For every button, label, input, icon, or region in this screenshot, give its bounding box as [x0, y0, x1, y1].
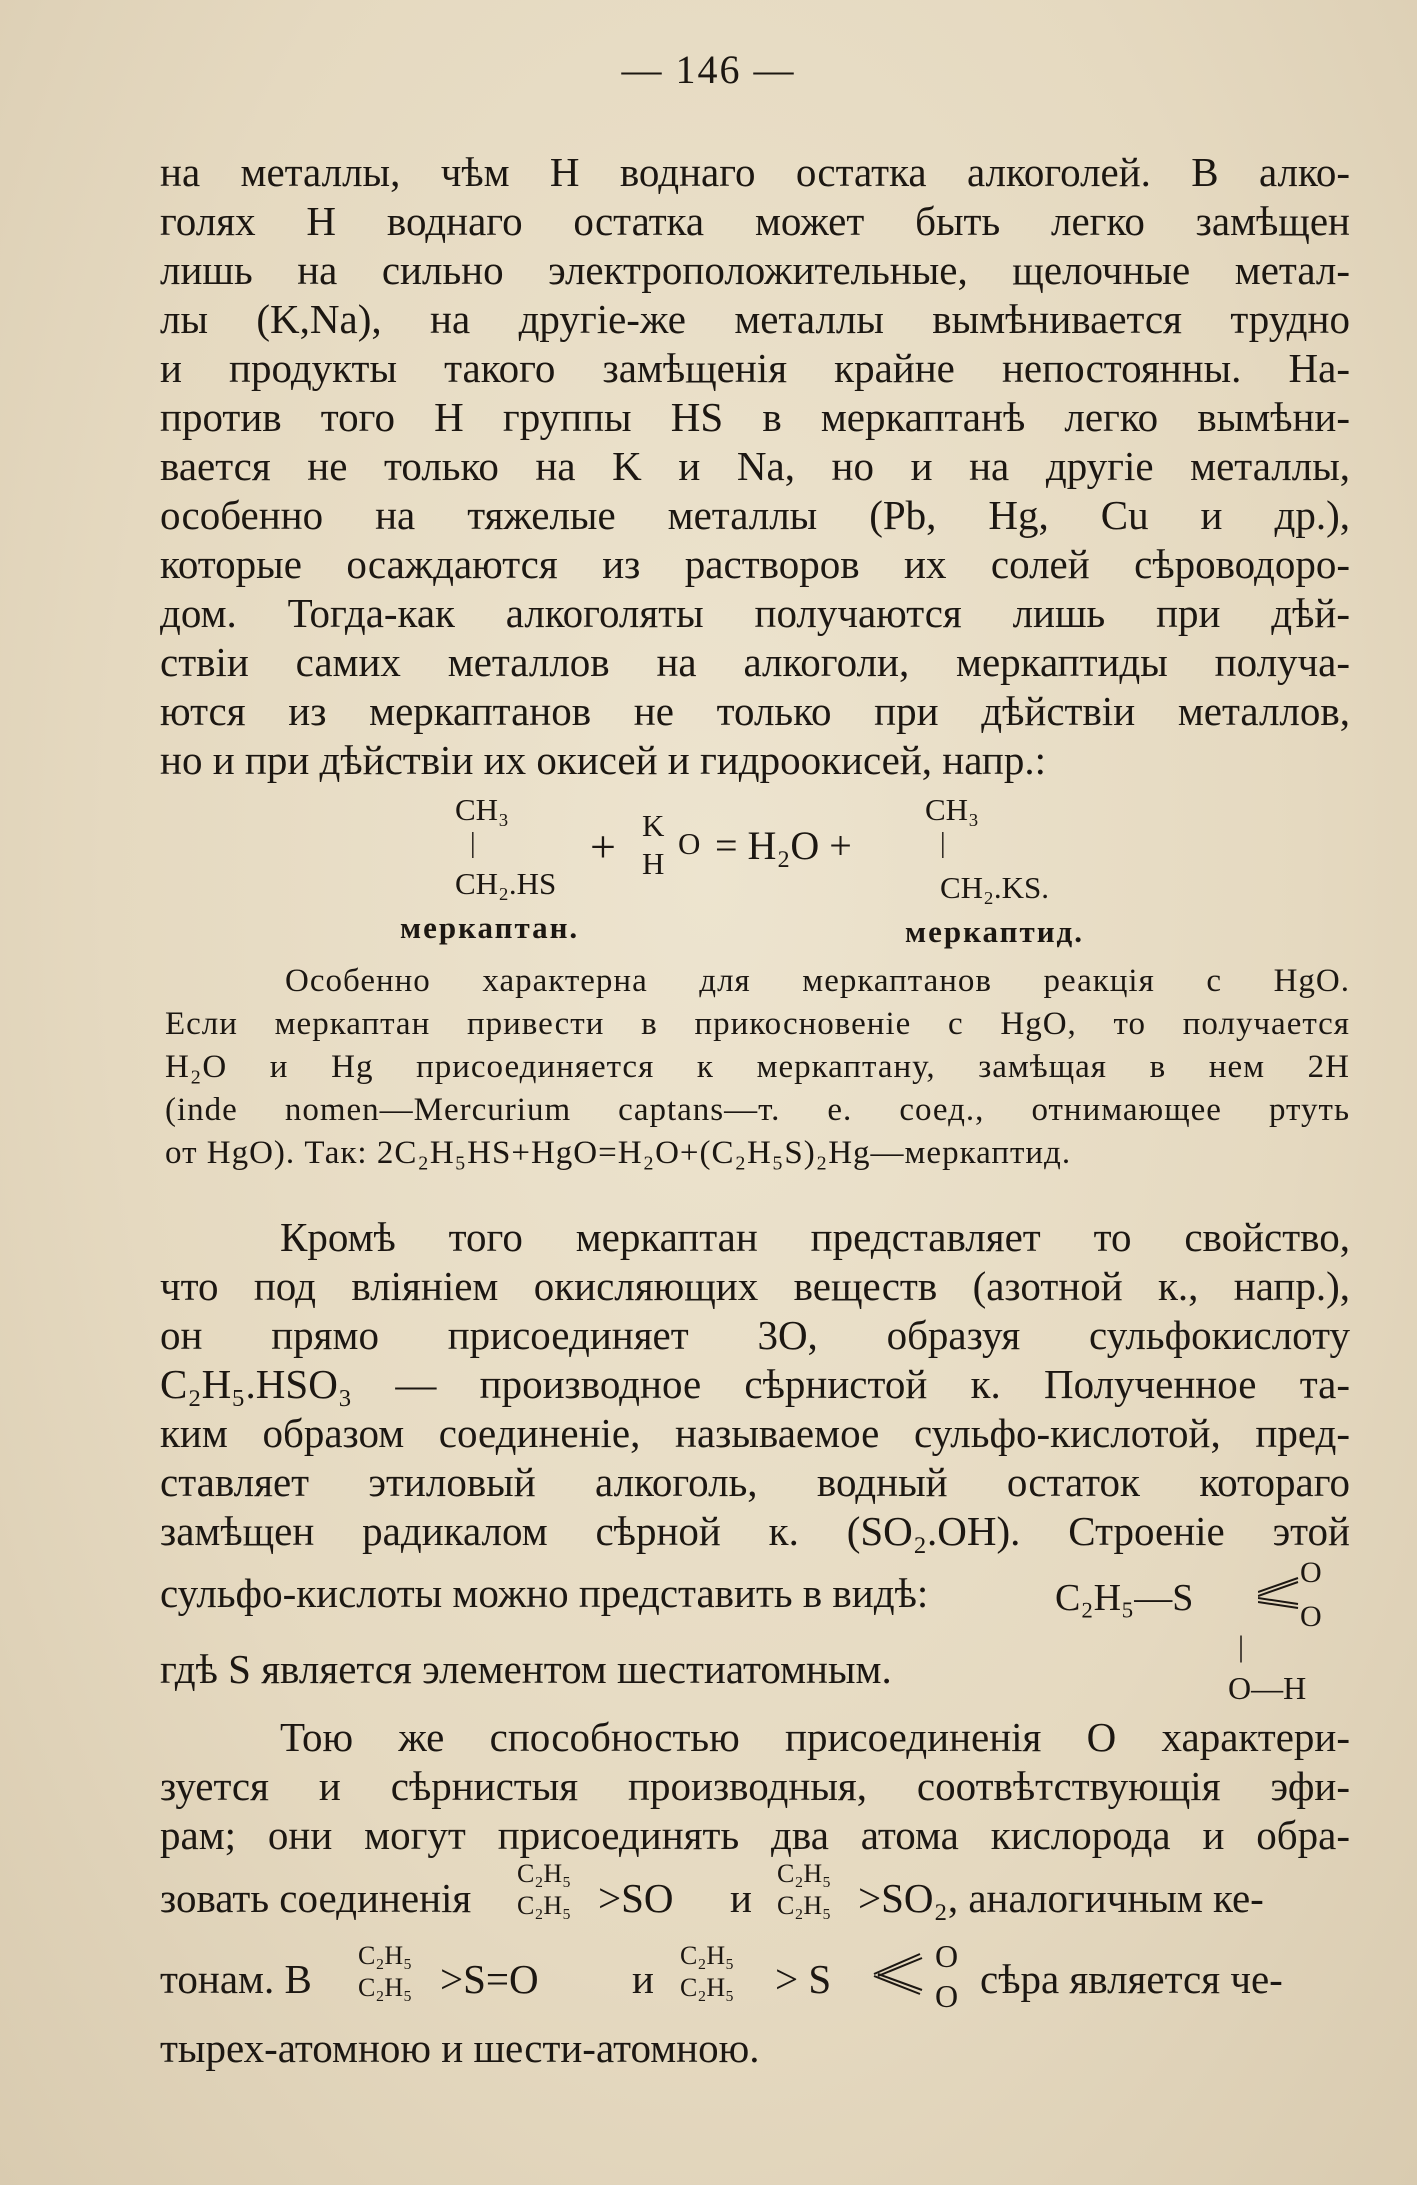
- p4l5-o2: O: [935, 1978, 959, 2014]
- text-line: и продукты такого замѣщенія крайне непостоянны. На-: [160, 345, 1350, 391]
- text-line: ствіи самих металлов на алкоголи, меркаптиды получа-: [160, 639, 1350, 685]
- p4l4-r4: C₂H₅: [777, 1891, 832, 1920]
- p4l4-r3: C₂H₅: [777, 1859, 832, 1888]
- text-line: на металлы, чѣм H воднаго остатка алкоголей. В алко-: [160, 149, 1350, 195]
- para4-last-line: тырех-атомною и шести-атомною.: [160, 2025, 760, 2071]
- sulfo-bond: |: [1238, 1630, 1245, 1663]
- text-line: но и при дѣйствіи их окисей и гидроокисей, напр.:: [160, 737, 1046, 783]
- text-line: дом. Тогда-как алкоголяты получаются лишь при дѣй-: [160, 590, 1350, 636]
- p4l5-r4: C₂H₅: [680, 1973, 735, 2002]
- eq-right-bond: |: [940, 828, 946, 859]
- p4l4-so: >SO: [598, 1875, 674, 1921]
- para3-formula-line: сульфо-кислоты можно представить в видѣ:: [160, 1570, 929, 1616]
- text-line: которые осаждаются из растворов их солей сѣроводоро-: [160, 541, 1350, 587]
- text-line: Особенно характерна для меркаптанов реакція с HgO.: [285, 963, 1350, 999]
- sulfo-o-mid: O: [1300, 1600, 1322, 1633]
- text-line: лишь на сильно электроположительные, щелочные метал-: [160, 247, 1350, 293]
- p4l4-so2: >SO₂, аналогичным ке-: [858, 1875, 1264, 1921]
- text-line: против того H группы HS в меркаптанѣ легко вымѣни-: [160, 394, 1350, 440]
- eq-left-label: меркаптан.: [400, 910, 580, 945]
- sulfo-bonds: [1258, 1570, 1302, 1610]
- para3-last-line: гдѣ S является элементом шестиатомным.: [160, 1646, 892, 1692]
- eq-koh-o: O: [678, 826, 701, 861]
- text-line: он прямо присоединяет 3O, образуя сульфокислоту: [160, 1312, 1350, 1358]
- text-line: Если меркаптан привести в прикосновеніе с HgO, то получается: [165, 1006, 1350, 1042]
- eq-plus: +: [590, 821, 616, 872]
- p4l4-and: и: [730, 1875, 752, 1921]
- text-line: особенно на тяжелые металлы (Pb, Hg, Cu и др.),: [160, 492, 1350, 538]
- eq-left-bond: |: [470, 828, 476, 859]
- p4l4-r2: C₂H₅: [517, 1891, 572, 1920]
- sulfo-o-top: O: [1300, 1556, 1322, 1589]
- eq-right-bottom: CH₂.KS.: [940, 870, 1049, 905]
- eq-right-top: CH₃: [925, 792, 979, 827]
- paragraph-4: [160, 1713, 1350, 1860]
- text-line: лы (K,Na), на другіе-же металлы вымѣнивается трудно: [160, 296, 1350, 342]
- text-line: ются из меркаптанов не только при дѣйствіи металлов,: [160, 688, 1350, 734]
- p4l5-o1: O: [935, 1938, 959, 1974]
- p4l5-pre: тонам. В: [160, 1956, 312, 2002]
- paragraph-3: [160, 1213, 1350, 1556]
- text-line: рам; они могут присоединять два атома кислорода и обра-: [160, 1812, 1350, 1858]
- text-line: (inde nomen—Mercurium captans—т. е. соед., отнимающее ртуть: [165, 1092, 1350, 1128]
- text-line: Кромѣ того меркаптан представляет то свойство,: [280, 1214, 1350, 1260]
- text-line: вается не только на K и Na, но и на другіе металлы,: [160, 443, 1350, 489]
- p4l5-and: и: [632, 1956, 654, 2002]
- p4l5-r2: C₂H₅: [358, 1973, 413, 2002]
- p4l5-post: сѣра является че-: [980, 1956, 1283, 2002]
- sulfo-oh: O—H: [1228, 1670, 1307, 1706]
- text-line: что под вліяніем окисляющих веществ (азотной к., напр.),: [160, 1263, 1350, 1309]
- eq-koh-bottom: H: [642, 846, 665, 881]
- eq-koh-top: K: [642, 808, 665, 843]
- text-line: H₂O и Hg присоединяется к меркаптану, замѣщая в нем 2H: [165, 1049, 1350, 1085]
- text-line: зуется и сѣрнистыя производныя, соотвѣтствующія эфи-: [160, 1763, 1350, 1809]
- p4l5-bonds: [872, 1948, 932, 2000]
- text-line: ким образом соединеніе, называемое сульфо-кислотой, пред-: [160, 1410, 1350, 1456]
- eq-left-top: CH₃: [455, 792, 509, 827]
- p4l5-r1: C₂H₅: [358, 1941, 413, 1970]
- text-line: от HgO). Так: 2C₂H₅HS+HgO=H₂O+(C₂H₅S)₂Hg—меркаптид.: [165, 1135, 1072, 1171]
- text-line: ставляет этиловый алкоголь, водный остаток котораго: [160, 1459, 1350, 1505]
- text-line: Тою же способностью присоединенія O характери-: [280, 1714, 1350, 1760]
- p4l4-r1: C₂H₅: [517, 1859, 572, 1888]
- page-number: — 146 —: [621, 47, 796, 92]
- text-line: замѣщен радикалом сѣрной к. (SO₂.OH). Строеніе этой: [160, 1508, 1350, 1554]
- eq-equals: = H₂O +: [715, 823, 852, 868]
- p4l4-pre: зовать соединенія: [160, 1875, 472, 1921]
- sulfo-base: C₂H₅—S: [1055, 1577, 1194, 1619]
- eq-right-label: меркаптид.: [905, 914, 1084, 949]
- eq-left-bottom: CH₂.HS: [455, 866, 557, 901]
- text-line: голях H воднаго остатка может быть легко замѣщен: [160, 198, 1350, 244]
- p4l5-s-o: >S=O: [440, 1956, 539, 2002]
- p4l5-s-o2: > S: [775, 1956, 832, 2002]
- text-line: C₂H₅.HSO₃ — производное сѣрнистой к. Полученное та-: [160, 1361, 1350, 1407]
- p4l5-r3: C₂H₅: [680, 1941, 735, 1970]
- paragraph-small-print: [165, 960, 1350, 1175]
